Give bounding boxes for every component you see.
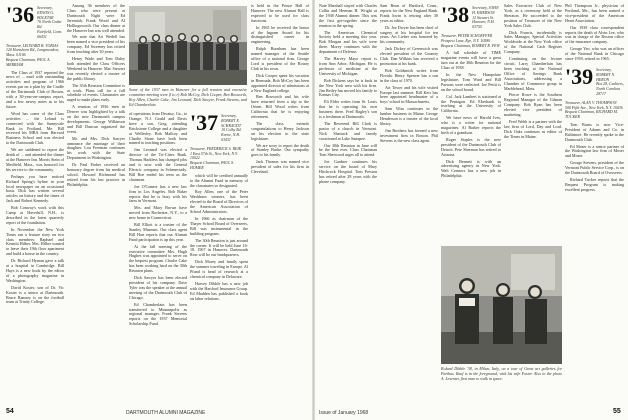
paragraph: Dick Morey and family spent the summer traveling in Europe. Al Pfund is head of research at a chemical company in Delaware. [190, 259, 248, 279]
paragraph: The 30th Reunion is just around the corner. It will be held June 16-18, 1967 in Hanover. Dartmouth Row will be our headquarters. [190, 237, 248, 258]
paragraph: In the New Hampshire legislature, Tom Ward and Bill Parsons were reelected. Joe Pettit is on the school board. [441, 72, 501, 92]
paragraph: Dr. Richard Hyman gave a talk at a hospital in Cambridge. Bill Hays is a new book by the editor of a photography magazine in Washington. [6, 258, 64, 283]
class-39-header [565, 63, 624, 97]
paragraph: which will be credited annually to the Alumni Fund in memory of the classmates so designated. [190, 172, 248, 188]
class-36-address: Secretary, EDWIN G. BOLETAR 76 North Cedar Rd. Fairfield, Conn. 06431 [37, 6, 63, 39]
right-column-4 [504, 4, 562, 242]
class-year-38: '38 [441, 4, 470, 27]
paragraph: Sam Vilas continues in the lumber business in Maine. George Henderson is a trustee of the local library. [380, 106, 438, 126]
paragraph: The class extends congratulations to Henry Jackson on his election to the state legislature. [251, 120, 309, 141]
paragraph: Joe Gardner continues his service on the board of Mary Hitchcock Hospital. Tom Preston has retired after 28 years with the phone company. [319, 159, 377, 184]
class-37-officers: Treasurer, FREDERICK S. REIK 1 East 57th St., New York, N.Y. 10022 Bequest Chairman, PAUL S. HOMER [190, 146, 242, 170]
paragraph: In November the New York Times ran a feature story on two class members: Raphael and Kermitt Hilber. Mrs. Hilber wanted to leave their 19th floor apartment and build a house in the country. [6, 226, 64, 257]
paragraph: The American Chemical Society held a meeting this year. Bob Morgan and his wife were there. Morey continues with the department of Defense. [319, 29, 377, 55]
paragraph: In 1965 he received the honor of the Ingram Award for his distinguished career in engineering. [251, 24, 309, 45]
paragraph: Our 1939 class correspondent reports the death of Alvin Lee, who was in charge of the Boston office of the insurance company. [565, 24, 624, 45]
paragraph: The 35th Reunion Committee is at work. Plans call for a full schedule of events. Classmates are urged to make plans early. [67, 82, 125, 103]
paragraph: Among 36 members of the Class who were present at Dartmouth Night were Ed Jeremiah, Frank Wood and Al Hollingsworth. Our class dinner at the Hanover Inn was well attended. [67, 4, 125, 33]
paragraph: Roy Allen, one of the Peter Washburn winners, has been elected to the Board of Directors of the American Association of School Administrators. [190, 189, 248, 215]
paragraph: Dr. Joe Dwyer has been chief of surgery at his hospital for ten years. Art Lieber was honored by his community. [380, 24, 438, 45]
left-column-1 [6, 4, 64, 404]
paragraph: Bob Conway's work with this Camp at Haverhill, N.H., is described in the latest quarterly report of the foundation. [6, 205, 64, 225]
paragraph: Sales Executive Club of New York, as a ceremony held at the Sheraton. He succeeded to the position of Treasurer of the New York Sales Club. [504, 4, 562, 28]
class-39-address: Secretary, ROBERT N. HERON Box 28, Cashiers, North Carolina 28717 [596, 67, 624, 96]
paragraph: Jack Thomas was named vice president of sales for his firm in Cleveland. [251, 159, 309, 175]
paragraph: is held in the Prince Hall of Hanover. The new Alumni Hall is expected to be used for class functions. [251, 4, 309, 23]
paragraph: Ben Bosworth and his wife have returned from a trip to the Orient. Bill Wood writes from California that he is enjoying retirement. [251, 94, 309, 120]
class-year-39: '39 [565, 63, 594, 89]
class-39-officers: Treasurer, ALAN V. THOMPSON 500 Fifth Ave., New York, N.Y. 10036 Bequest Chairman, RICHARD M. TUCKER [565, 100, 623, 120]
paragraph: Continuing on the lecture circuit, Larry Chamberlain has been teaching at the National Office of Savings Bank Associations, addressing a Chamber of Commerce group in Marblehead, Mass. [504, 56, 562, 91]
paragraph: Eli Elder writes from St. Louis that he is operating his own business there. Fred Bagley's son is a freshman at Dartmouth. [319, 99, 377, 120]
paragraph: A reunion of 1936 men in Denver was highlighted by a talk on the new Dartmouth campus developments. George Wilkinson and Bill Duncan organized the event. [67, 104, 125, 134]
paragraph: Fred Webb is a partner with the law firm of Lord, Day and Lord. Dick Oaks continues as editor of the Times in Maine. [504, 118, 562, 139]
right-column-1 [319, 4, 377, 404]
issue-footer: Issue of January 1968 [319, 410, 369, 416]
paragraph: Dick Sawyer has been elected president of his company. Dave Tyler was the speaker at the annual meeting of the Dartmouth Club of Chicago. [129, 275, 187, 300]
paragraph: Col. Jack Lambert is stationed at the Pentagon. Ed Eberhardt is teaching at the University of California. [441, 93, 501, 114]
magazine-footer: DARTMOUTH ALUMNI MAGAZINE [126, 410, 206, 416]
tour-photo-image [441, 246, 562, 364]
paragraph: We are sorry to report the death of Stanley Burke. Our sympathy goes to his family. [251, 142, 309, 158]
paragraph: In 1966 as chairman of the Thayer School Board of Overseers, Bill was instrumental in the building program. [190, 216, 248, 236]
group-photo-image [129, 6, 247, 85]
italy-tour-photo [441, 246, 562, 364]
page-number-right: 55 [613, 408, 621, 415]
class-37-address: Secretary, ROBERT E. SCHRAUDT 10 Colby Rd. Keene, N.H. 03431 [221, 114, 242, 142]
paragraph: Pierce Rowe is the Southern Regional Manager of the Gilman Company. Bob Ryan has been elected vice president of marketing. [504, 92, 562, 118]
paragraph: Our 30th Reunion in June will be the best ever. Class Chairman Tom Sherwood urges all to attend. [319, 142, 377, 158]
paragraph: Bob Dickens says he is back in the New York area with his firm. Jim Reiley has moved his family to Kansas City. [319, 77, 377, 98]
paragraph: Art Tower and his wife visited Europe last summer. Bill Kerr has been appointed headmaster of a boys' school in Massachusetts. [380, 84, 438, 105]
paragraph: We are saddened to report the death of ... and attended the dinner at the Hanover Inn. Morris Stein of Medfield, Mass., was honored for his service to the community. [6, 147, 64, 172]
paragraph: Bill Elliott is a trustee of the Stanley Museum. Our class agent Bill Hart reports that our Alumni Fund participation is up this year. [129, 222, 187, 242]
right-page [315, 0, 628, 420]
paragraph: David Koster, son of Dr. Vic Koster is a senior at Dartmouth. Bruce Ramsey is on the football team at Trinity College. [6, 284, 64, 305]
paragraph: Bob Goldsmith writes from Florida. Henry Spencer has a son in the class of 1970. [380, 67, 438, 83]
class-38-header [441, 6, 501, 30]
paragraph: Dr. Paul Parker received an honorary degree from his medical school. Howard Richmond has retired from his law practice in Philadelphia. [67, 162, 125, 187]
class-38-officers: Treasurer, PETER SCHOEFFER Prospect Lane, Rye, N.Y. 10580 Bequest Chairman, ROBERT R. FEW [441, 33, 500, 48]
paragraph: Jim Leonard was elected a director of the Tri-Cities Bank. Thomas Harkless has changed jobs and is now with the General Electric company in Schenectady. Bill Roe ended his term as the chairman. [129, 147, 187, 182]
paragraph: George Stevens, president of the Vermont Public Service Corp., is on the Dartmouth Board of Overseers. [565, 160, 624, 176]
class-37-header [190, 114, 248, 143]
right-column-3 [441, 4, 501, 242]
class-year-36: '36 [6, 4, 35, 27]
paragraph: Jack Dickey of Greenwich was elected president of the Country Club. Dan Wilkins has received a promotion at his bank. [380, 46, 438, 66]
paragraph: At the fall meeting of the executive committee Mrs. Hugh Hughes was appointed to serve on the bequest program. Charlie Cake has been working hard on the 30th Reunion plans. [129, 243, 187, 274]
class-reunion-photo [129, 6, 247, 85]
paragraph: Phil Thompson Jr., physician of Portland, Me., has been named a vice-president of the American Heart Association. [565, 4, 624, 23]
paragraph: Perhaps you have noticed Richard Spring's byline in your local newspaper on an occasional basis. Dick has written several articles on history and the times of Jack and Robert Kennedy. [6, 173, 64, 204]
paragraph: Jim Brothers has formed a new investment firm in Boston. Phil Stevens is the new class agent. [380, 127, 438, 143]
paragraph: Roger Staples is the new president of the Dartmouth Club of Detroit. Pete Sherman has retired to Arizona. [441, 136, 501, 157]
paragraph: of operations from Decatur, Ga., to Orange, N.J. Gould and Davis have a son, Greg, attending Brickstone College and a daughter at Wellesley. Bob Mallory and Charlie Stone have both been named to teaching positions. [129, 112, 187, 146]
paragraph: Harvey Dibble has a new job with the Hartford Insurance Group. Ed Madden has published a book on labor relations. [190, 280, 248, 301]
right-column-5 [565, 4, 624, 404]
paragraph: A full schedule of TIME magazine events will have a great turn out at the 30th Reunion for the Class of 1938. [441, 50, 501, 71]
page-number-left: 54 [6, 408, 14, 415]
left-column-2 [67, 4, 125, 404]
paragraph: Ed Chamberlain has been transferred to Minneapolis as regional manager. Frank Stevens reports on the 1937 Memorial Scholarship Fund. [129, 301, 187, 327]
paragraph: Dick Bennett is with an advertising agency in New York. Walt Connors has a new job in Philadelphia. [441, 158, 501, 179]
paragraph: Ed Moser is a senior partner of the Washington law firm of Moser and Moser. [565, 143, 624, 159]
left-column-5 [251, 4, 309, 404]
paragraph: Nate Marshall stayed with Charles Collin and Herman H. Wright at the 1938 Alumni dinner. This was the first get-together since the reunion in the spring. [319, 4, 377, 28]
left-page [0, 0, 313, 420]
paragraph: Sam Bean of Hartford, Conn., reports for the New England Bank. Frank Irwin is retiring after 30 years as editor. [380, 4, 438, 23]
paragraph: Joe O'Connor has a new law firm in Los Angeles. Bob Baker reports that he is busy with his farm in Vermont. [129, 183, 187, 204]
paragraph: Richard Tucker reports that the Bequest Program is making excellent progress. [565, 177, 624, 192]
paragraph: The Class of 1937 reported the news of ... mail with outstanding activities and program of 1966 events put on a plan by the Cradle of the Dartmouth Club of Boston, with a 30-year-on-campus report, and a few newsy notes as to his future. [6, 69, 64, 109]
left-column-4 [190, 112, 248, 404]
photo-caption: Some of the 1937 men in Hanover for a fall reunion and executive committee meeting were (l to r) Bob McCoy, Dick Cooper, Ben Bosworth, Roy Allen, Charlie Cake, Jim Leonard, Dick Sawyer, Frank Stevens, and Ed Chamberlain. [129, 87, 247, 107]
photo-caption: Roland Dibble '38, in Milan, Italy, on a tour of Great art galleries for Paribas. Rauf is in the foreground, with his wife Foster. Also in the photo A. Lesenter, first man to walk in space. [441, 366, 562, 381]
paragraph: Dick Cooper spent his vacation in Bermuda. Bob McCoy has been appointed director of admissions at a New England college. [251, 72, 309, 93]
paragraph: Henry Wade and Tom Daley both attended the Class Officers Weekend in Hanover. Mac Stewart was recently elected a trustee of the public library. [67, 56, 125, 81]
class-36-header [6, 6, 64, 40]
class-year-37: '37 [190, 112, 219, 135]
paragraph: We have news of Harold Ives, who is a writer for national magazines. Al Barker reports the birth of a grandson. [441, 115, 501, 135]
paragraph: Ralph Burnham has been named manager of the Seattle office of a national firm. George Lord is president of the Rotary Club in his town. [251, 46, 309, 71]
class-38-address: Secretary, JOHN H. EMERSON 12 Stewart St. Hanover, N.H. 03755 [472, 6, 499, 30]
paragraph: Tom Burns is now Vice-President of Adams and Co. in Baltimore. He recently spoke to the Dartmouth Club. [565, 121, 624, 142]
class-36-officers: Treasurer, LEONARD B. TOBIAS 120 Hartshorn Rd., Longmeadow, Mass. 01106 Bequest Chairman, PAUL A. MERRIAM [6, 43, 59, 67]
paragraph: Mrs. and Mary Brown have moved from Rochester, N.Y., to a new home in Connecticut. [129, 205, 187, 221]
right-column-2 [380, 4, 438, 404]
paragraph: We note that Art Wedell has been named a vice president of his company. Ed Sweeney has retired from teaching after 30 years. [67, 34, 125, 55]
left-column-3 [129, 112, 187, 404]
paragraph: Dick Francis, incidentally is Sales Manager, Special Activities Worldwide at the New York office of the National Cash Register Company. [504, 29, 562, 55]
paragraph: Word has come of the Class activities ... the Leland is connected with the Sunnyvale Bank in Portland, Me. Bill received his MBA from Harvard Business School and was elected to the Dartmouth Club. [6, 110, 64, 146]
column-text [6, 71, 64, 306]
paragraph: Mr. and Mrs. Dick Sawyer announce the marriage of their daughter. Lou Freeman continues his work with the State Department in Washington. [67, 135, 125, 161]
paragraph: The Reverend Bill Clark is pastor of a church in Vermont. Nick Shattuck and family vacationed at Lake Sunapee. [319, 120, 377, 141]
paragraph: The Harvey Mayo report is from Ann Arbor, Michigan. He is professor of medicine at the University of Michigan. [319, 56, 377, 76]
paragraph: George Yeo, who was an officer of the National Bank in Chicago since 1939, retired in 1965. [565, 46, 624, 62]
